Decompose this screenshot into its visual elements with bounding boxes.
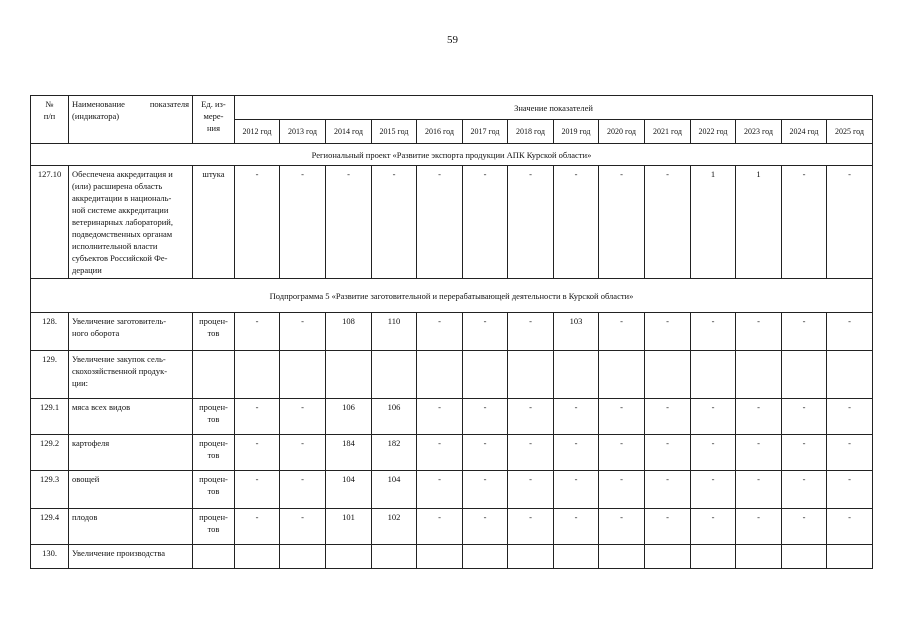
value-cell: - bbox=[599, 313, 645, 351]
value-cell: - bbox=[280, 399, 326, 435]
unit: процен- тов bbox=[193, 471, 235, 509]
unit: процен- тов bbox=[193, 313, 235, 351]
table-row bbox=[31, 351, 873, 399]
header-year: 2021 год bbox=[645, 120, 691, 144]
value-cell bbox=[372, 545, 417, 569]
value-cell: - bbox=[599, 166, 645, 279]
value-cell bbox=[280, 545, 326, 569]
value-cell: 104 bbox=[372, 471, 417, 509]
value-cell bbox=[691, 545, 736, 569]
value-cell: - bbox=[508, 166, 554, 279]
value-cell: 1 bbox=[691, 166, 736, 279]
value-cell bbox=[235, 351, 280, 399]
value-cell bbox=[463, 351, 508, 399]
value-cell: - bbox=[599, 471, 645, 509]
value-cell bbox=[599, 545, 645, 569]
value-cell: - bbox=[463, 435, 508, 471]
value-cell: - bbox=[417, 435, 463, 471]
value-cell bbox=[645, 351, 691, 399]
header-year: 2025 год bbox=[827, 120, 873, 144]
value-cell: 102 bbox=[372, 509, 417, 545]
header-year: 2020 год bbox=[599, 120, 645, 144]
value-cell: - bbox=[463, 166, 508, 279]
value-cell: - bbox=[782, 435, 827, 471]
value-cell: - bbox=[508, 399, 554, 435]
header-year: 2018 год bbox=[508, 120, 554, 144]
value-cell: - bbox=[827, 435, 873, 471]
value-cell: - bbox=[645, 313, 691, 351]
value-cell: - bbox=[508, 313, 554, 351]
value-cell bbox=[235, 545, 280, 569]
value-cell bbox=[554, 351, 599, 399]
value-cell bbox=[645, 545, 691, 569]
row-number: 129.2 bbox=[31, 435, 69, 471]
value-cell: - bbox=[235, 471, 280, 509]
value-cell: - bbox=[417, 509, 463, 545]
value-cell: - bbox=[235, 313, 280, 351]
value-cell: - bbox=[691, 435, 736, 471]
value-cell: - bbox=[736, 471, 782, 509]
value-cell: - bbox=[736, 399, 782, 435]
table-row bbox=[31, 545, 873, 569]
value-cell: - bbox=[827, 313, 873, 351]
value-cell: - bbox=[691, 509, 736, 545]
header-year: 2024 год bbox=[782, 120, 827, 144]
value-cell: - bbox=[463, 471, 508, 509]
value-cell: - bbox=[736, 313, 782, 351]
value-cell: - bbox=[827, 509, 873, 545]
value-cell: - bbox=[463, 509, 508, 545]
value-cell bbox=[736, 351, 782, 399]
header-name: Наименование показателя (индикатора) bbox=[69, 96, 193, 144]
row-number: 130. bbox=[31, 545, 69, 569]
table-row bbox=[31, 166, 873, 279]
value-cell: - bbox=[463, 313, 508, 351]
value-cell: - bbox=[782, 471, 827, 509]
value-cell: - bbox=[280, 471, 326, 509]
section-title: Региональный проект «Развитие экспорта продукции АПК Курской области» bbox=[31, 144, 873, 166]
value-cell: - bbox=[463, 399, 508, 435]
value-cell: - bbox=[235, 509, 280, 545]
header-year: 2012 год bbox=[235, 120, 280, 144]
value-cell: - bbox=[782, 399, 827, 435]
value-cell: 106 bbox=[372, 399, 417, 435]
value-cell: 103 bbox=[554, 313, 599, 351]
value-cell: - bbox=[691, 313, 736, 351]
section-row bbox=[31, 144, 873, 166]
value-cell bbox=[691, 351, 736, 399]
indicator-name: мяса всех видов bbox=[69, 399, 193, 435]
value-cell: - bbox=[645, 399, 691, 435]
value-cell bbox=[417, 351, 463, 399]
table-row bbox=[31, 435, 873, 471]
value-cell: - bbox=[417, 313, 463, 351]
value-cell: - bbox=[508, 509, 554, 545]
value-cell: - bbox=[645, 435, 691, 471]
value-cell: - bbox=[235, 435, 280, 471]
indicator-name: плодов bbox=[69, 509, 193, 545]
value-cell: - bbox=[691, 399, 736, 435]
table-row bbox=[31, 509, 873, 545]
value-cell bbox=[782, 351, 827, 399]
value-cell bbox=[827, 545, 873, 569]
unit: штука bbox=[193, 166, 235, 279]
table-row bbox=[31, 399, 873, 435]
value-cell: - bbox=[280, 435, 326, 471]
value-cell: 108 bbox=[326, 313, 372, 351]
value-cell bbox=[463, 545, 508, 569]
value-cell: 182 bbox=[372, 435, 417, 471]
row-number: 127.10 bbox=[31, 166, 69, 279]
value-cell bbox=[372, 351, 417, 399]
unit bbox=[193, 351, 235, 399]
value-cell: - bbox=[736, 509, 782, 545]
row-number: 128. bbox=[31, 313, 69, 351]
value-cell bbox=[554, 545, 599, 569]
value-cell: - bbox=[235, 399, 280, 435]
value-cell: - bbox=[827, 399, 873, 435]
value-cell: - bbox=[645, 471, 691, 509]
header-num: № п/п bbox=[31, 96, 69, 144]
value-cell bbox=[326, 351, 372, 399]
value-cell: - bbox=[417, 471, 463, 509]
unit: процен- тов bbox=[193, 435, 235, 471]
value-cell: - bbox=[280, 509, 326, 545]
row-number: 129. bbox=[31, 351, 69, 399]
header-year: 2023 год bbox=[736, 120, 782, 144]
value-cell: - bbox=[645, 166, 691, 279]
table-row bbox=[31, 471, 873, 509]
header-year: 2017 год bbox=[463, 120, 508, 144]
indicator-name: Увеличение заготовитель- ного оборота bbox=[69, 313, 193, 351]
unit bbox=[193, 545, 235, 569]
value-cell: - bbox=[554, 166, 599, 279]
header-values: Значение показателей bbox=[235, 96, 873, 120]
value-cell: - bbox=[417, 399, 463, 435]
value-cell: - bbox=[508, 471, 554, 509]
header-year: 2014 год bbox=[326, 120, 372, 144]
header-year: 2022 год bbox=[691, 120, 736, 144]
header-year: 2013 год bbox=[280, 120, 326, 144]
value-cell: - bbox=[599, 435, 645, 471]
value-cell: - bbox=[508, 435, 554, 471]
indicators-table bbox=[30, 95, 873, 569]
value-cell: - bbox=[691, 471, 736, 509]
row-number: 129.3 bbox=[31, 471, 69, 509]
value-cell: - bbox=[554, 435, 599, 471]
indicator-name: картофеля bbox=[69, 435, 193, 471]
row-number: 129.4 bbox=[31, 509, 69, 545]
indicator-name: Увеличение закупок сель- скохозяйственной продук- ции: bbox=[69, 351, 193, 399]
header-year: 2019 год bbox=[554, 120, 599, 144]
value-cell: - bbox=[599, 399, 645, 435]
value-cell: 106 bbox=[326, 399, 372, 435]
value-cell bbox=[508, 351, 554, 399]
value-cell bbox=[736, 545, 782, 569]
value-cell: - bbox=[372, 166, 417, 279]
page-number: 59 bbox=[447, 34, 458, 46]
value-cell: - bbox=[827, 166, 873, 279]
header-year: 2016 год bbox=[417, 120, 463, 144]
value-cell: - bbox=[645, 509, 691, 545]
value-cell: 101 bbox=[326, 509, 372, 545]
value-cell: - bbox=[554, 509, 599, 545]
value-cell: - bbox=[736, 435, 782, 471]
value-cell: 184 bbox=[326, 435, 372, 471]
value-cell: 110 bbox=[372, 313, 417, 351]
value-cell: - bbox=[599, 509, 645, 545]
indicator-name: Увеличение производства bbox=[69, 545, 193, 569]
value-cell: - bbox=[280, 313, 326, 351]
section-title: Подпрограмма 5 «Развитие заготовительной и перерабатывающей деятельности в Курской области» bbox=[31, 279, 873, 313]
unit: процен- тов bbox=[193, 399, 235, 435]
value-cell bbox=[280, 351, 326, 399]
header-year: 2015 год bbox=[372, 120, 417, 144]
indicator-name: овощей bbox=[69, 471, 193, 509]
row-number: 129.1 bbox=[31, 399, 69, 435]
value-cell bbox=[417, 545, 463, 569]
value-cell bbox=[508, 545, 554, 569]
value-cell: - bbox=[782, 166, 827, 279]
section-row bbox=[31, 279, 873, 313]
value-cell: - bbox=[782, 313, 827, 351]
indicator-name: Обеспечена аккредитация и (или) расширена область аккредитации в националь- ной системе аккредитации ветеринарных лабораторий, подведомственных органам исполнительной власти субъектов Российской Фе- дерации bbox=[69, 166, 193, 279]
value-cell bbox=[599, 351, 645, 399]
value-cell: - bbox=[417, 166, 463, 279]
value-cell bbox=[326, 545, 372, 569]
header-unit: Ед. из- мере- ния bbox=[193, 96, 235, 144]
value-cell: - bbox=[554, 471, 599, 509]
value-cell: - bbox=[235, 166, 280, 279]
table-row bbox=[31, 313, 873, 351]
value-cell: - bbox=[554, 399, 599, 435]
value-cell: - bbox=[280, 166, 326, 279]
value-cell bbox=[782, 545, 827, 569]
header-row bbox=[31, 96, 873, 120]
unit: процен- тов bbox=[193, 509, 235, 545]
value-cell: - bbox=[827, 471, 873, 509]
value-cell: - bbox=[782, 509, 827, 545]
value-cell: - bbox=[326, 166, 372, 279]
value-cell: 104 bbox=[326, 471, 372, 509]
value-cell bbox=[827, 351, 873, 399]
value-cell: 1 bbox=[736, 166, 782, 279]
